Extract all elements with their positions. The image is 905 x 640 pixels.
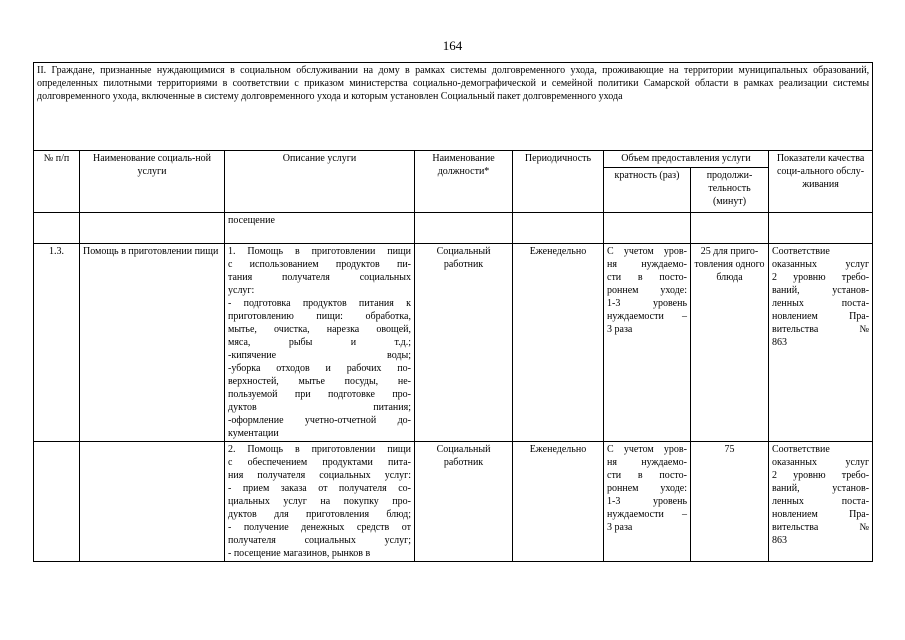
- row-description: [225, 442, 415, 562]
- cell-line: ня нуждаемо-: [607, 457, 687, 468]
- header-position: Наименование должности*: [415, 151, 513, 213]
- row-quality: [769, 442, 873, 562]
- cell-line: оказанных услуг: [772, 259, 870, 270]
- cell-line: ня нуждаемо-: [607, 259, 687, 270]
- cell-line: циальных услуг на покупку про-: [228, 496, 411, 507]
- header-row: [34, 151, 873, 168]
- row-num: 1.3.: [34, 244, 80, 442]
- cell-line: нуждаемости –: [607, 311, 687, 322]
- cell-line: 2 уровню требо-: [772, 470, 870, 481]
- header-description: Описание услуги: [225, 151, 415, 213]
- section-heading: II. Граждане, признанные нуждающимися в социальном обслуживании на дому в рамках системы долговременного ухода, проживающие на территории муниципальных образований, определенных пилотными территориями в соответствии с приказом министерства социально-демографической и семейной политики Самарской области в рамках реализации системы долговременного ухода, включенные в систему долговременного ухода и которым установлен Социальный пакет долговременного ухода: [34, 63, 873, 151]
- header-volume: Объем предоставления услуги: [604, 151, 769, 168]
- cell-line: кументации: [228, 428, 279, 439]
- row-position: Социальный работник: [415, 244, 513, 442]
- cont-position: [415, 213, 513, 244]
- cell-line: -кипячение воды;: [228, 350, 411, 361]
- cell-line: - посещение магазинов, рынков в: [228, 548, 371, 559]
- cell-line: услуг:: [228, 285, 255, 296]
- cell-line: Соответствие: [772, 246, 830, 257]
- row-multiplicity: [604, 244, 691, 442]
- cont-multiplicity: [604, 213, 691, 244]
- row-position: Социальный работник: [415, 442, 513, 562]
- cell-line: дуктов питания;: [228, 402, 411, 413]
- cell-line: -уборка отходов и рабочих по-: [228, 363, 411, 374]
- cell-line: роннем уходе:: [607, 285, 687, 296]
- cell-line: 3 раза: [607, 324, 633, 335]
- page-number: 164: [442, 38, 463, 53]
- cell-line: ваний, установ-: [772, 285, 870, 296]
- cell-line: - получение денежных средств от: [228, 522, 411, 533]
- cell-line: ния получателя социальных услуг:: [228, 470, 411, 481]
- table-row: [34, 442, 873, 562]
- cell-line: верхностей, мытье посуды, не-: [228, 376, 411, 387]
- cell-line: дуктов для приготовления блюд;: [228, 509, 411, 520]
- cell-line: тания получателя социальных: [228, 272, 411, 283]
- row-duration: 75: [691, 442, 769, 562]
- cont-service-name: [80, 213, 225, 244]
- row-service-name: Помощь в приготовлении пищи: [80, 244, 225, 442]
- cell-line: новлением Пра-: [772, 509, 870, 520]
- row-service-name: [80, 442, 225, 562]
- cell-line: получателя социальных услуг;: [228, 535, 411, 546]
- cell-line: вительства №: [772, 522, 870, 533]
- cell-line: -оформление учетно-отчетной до-: [228, 415, 411, 426]
- row-description: [225, 244, 415, 442]
- cell-line: сти в посто-: [607, 272, 687, 283]
- cell-line: Соответствие: [772, 444, 830, 455]
- cell-line: - подготовка продуктов питания к: [228, 298, 411, 309]
- row-quality: [769, 244, 873, 442]
- cell-line: нуждаемости –: [607, 509, 687, 520]
- header-duration: продолжи-тельность (минут): [691, 168, 769, 213]
- cell-line: 863: [772, 535, 787, 546]
- cell-line: приготовлению пищи: обработка,: [228, 311, 411, 322]
- cell-line: - прием заказа от получателя со-: [228, 483, 411, 494]
- table-row: [34, 244, 873, 442]
- section-heading-row: [34, 63, 873, 151]
- cell-line: 2 уровню требо-: [772, 272, 870, 283]
- cell-line: 1-3 уровень: [607, 298, 687, 309]
- cont-duration: [691, 213, 769, 244]
- cell-line: 1. Помощь в приготовлении пищи: [228, 246, 411, 257]
- row-num: [34, 442, 80, 562]
- cell-line: ваний, установ-: [772, 483, 870, 494]
- continuation-row: [34, 213, 873, 244]
- cont-num: [34, 213, 80, 244]
- cell-line: мытье, очистка, нарезка овощей,: [228, 324, 411, 335]
- header-service-name: Наименование социаль-ной услуги: [80, 151, 225, 213]
- cell-line: 3 раза: [607, 522, 633, 533]
- cell-line: пользуемой при подготовке про-: [228, 389, 411, 400]
- cont-description: посещение: [225, 213, 415, 244]
- cell-line: вительства №: [772, 324, 870, 335]
- header-multiplicity: кратность (раз): [604, 168, 691, 213]
- row-duration: 25 для приго-товления одного блюда: [691, 244, 769, 442]
- cont-periodicity: [513, 213, 604, 244]
- cell-line: мяса, рыбы и т.д.;: [228, 337, 411, 348]
- cell-line: С учетом уров-: [607, 444, 687, 455]
- header-quality: Показатели качества соци-ального обслу-живания: [769, 151, 873, 213]
- cell-line: с обеспечением продуктами пита-: [228, 457, 411, 468]
- cell-line: ленных поста-: [772, 496, 870, 507]
- cell-line: 863: [772, 337, 787, 348]
- cont-quality: [769, 213, 873, 244]
- services-table: [33, 62, 873, 562]
- cell-line: оказанных услуг: [772, 457, 870, 468]
- cell-line: роннем уходе:: [607, 483, 687, 494]
- cell-line: ленных поста-: [772, 298, 870, 309]
- row-multiplicity: [604, 442, 691, 562]
- cell-line: 1-3 уровень: [607, 496, 687, 507]
- cell-line: сти в посто-: [607, 470, 687, 481]
- cell-line: С учетом уров-: [607, 246, 687, 257]
- row-periodicity: Еженедельно: [513, 442, 604, 562]
- header-periodicity: Периодичность: [513, 151, 604, 213]
- cell-line: 2. Помощь в приготовлении пищи: [228, 444, 411, 455]
- cell-line: новлением Пра-: [772, 311, 870, 322]
- header-num: № п/п: [34, 151, 80, 213]
- cell-line: с использованием продуктов пи-: [228, 259, 411, 270]
- row-periodicity: Еженедельно: [513, 244, 604, 442]
